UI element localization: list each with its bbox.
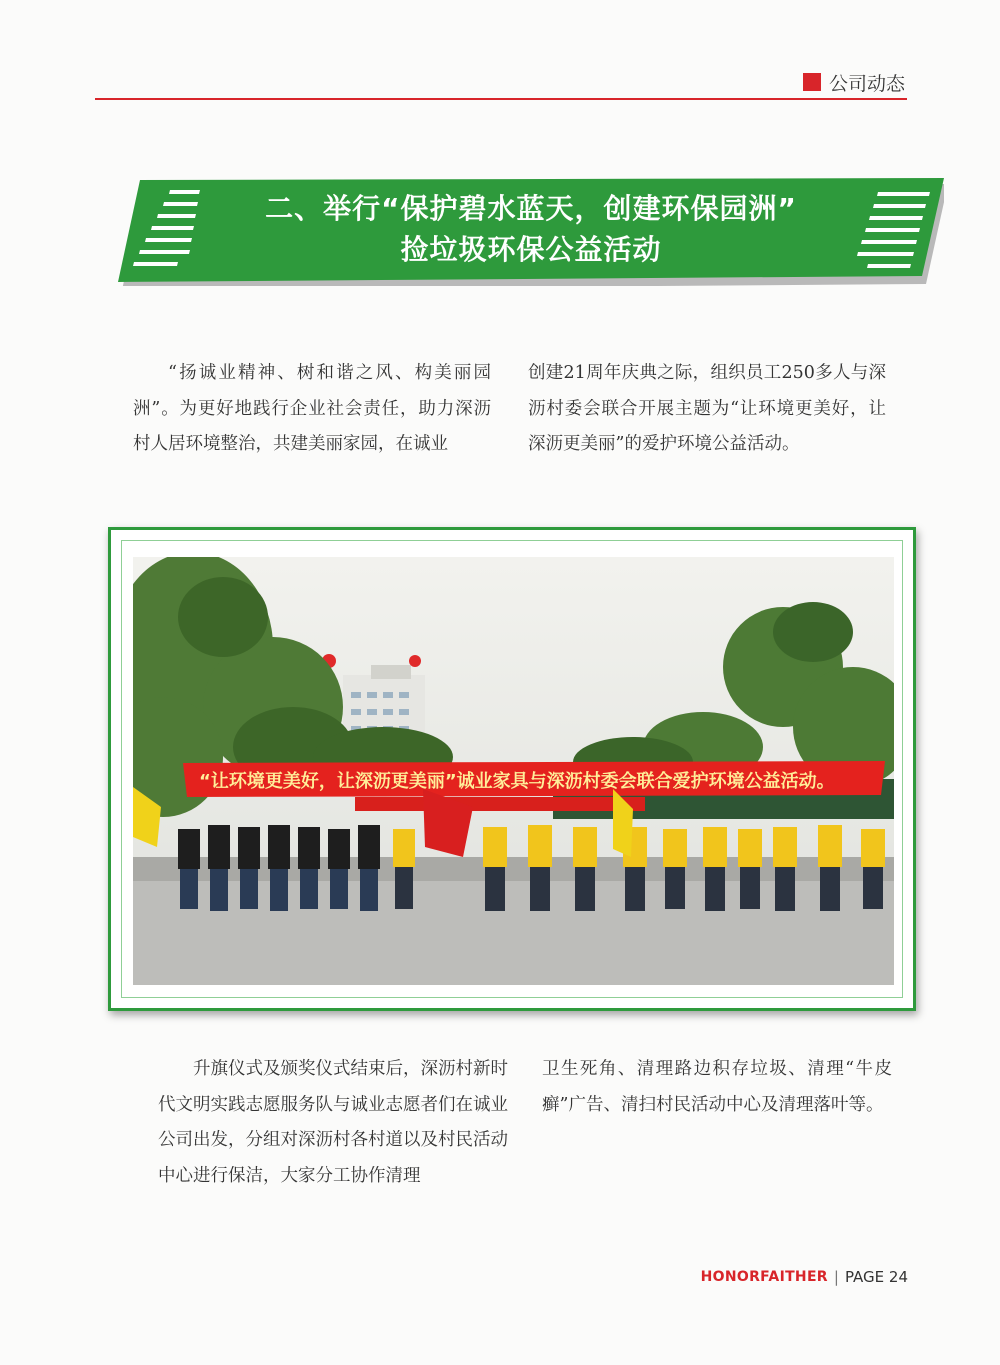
section-label: 公司动态 <box>828 72 905 95</box>
photo-banner-text: “让环境更美好，让深沥更美丽”诚业家具与深沥村委会联合爱护环境公益活动。 <box>199 771 835 792</box>
article-paragraph-1: “扬诚业精神、树和谐之风、构美丽园洲”。为更好地践行企业社会责任，助力深沥村人居环境整治，共建美丽家园，在诚业 <box>133 363 491 454</box>
section-marker-icon <box>803 73 821 91</box>
title-banner <box>118 178 944 286</box>
footer-separator: | <box>833 1268 839 1286</box>
article-paragraph-2: 创建21周年庆典之际，组织员工250多人与深沥村委会联合开展主题为“让环境更美好，让深沥更美丽”的爱护环境公益活动。 <box>528 363 886 454</box>
header-divider <box>95 98 907 100</box>
article-paragraph-3: 升旗仪式及颁奖仪式结束后，深沥村新时代文明实践志愿服务队与诚业志愿者们在诚业公司出发，分组对深沥村各村道以及村民活动中心进行保洁，大家分工协作清理 <box>158 1059 508 1186</box>
page-number: PAGE 24 <box>844 1268 908 1286</box>
article-paragraph-4: 卫生死角、清理路边积存垃圾、清理“牛皮癣”广告、清扫村民活动中心及清理落叶等。 <box>542 1059 892 1115</box>
brand-name: HONORFAITHER <box>700 1269 828 1285</box>
banner-title-line1: 二、举行“保护碧水蓝天，创建环保园洲” <box>265 192 797 225</box>
group-photo <box>133 557 894 985</box>
page-footer <box>701 1268 908 1286</box>
section-header <box>803 68 905 96</box>
banner-title-line2: 捡垃圾环保公益活动 <box>400 233 662 266</box>
banner-title <box>118 188 944 270</box>
